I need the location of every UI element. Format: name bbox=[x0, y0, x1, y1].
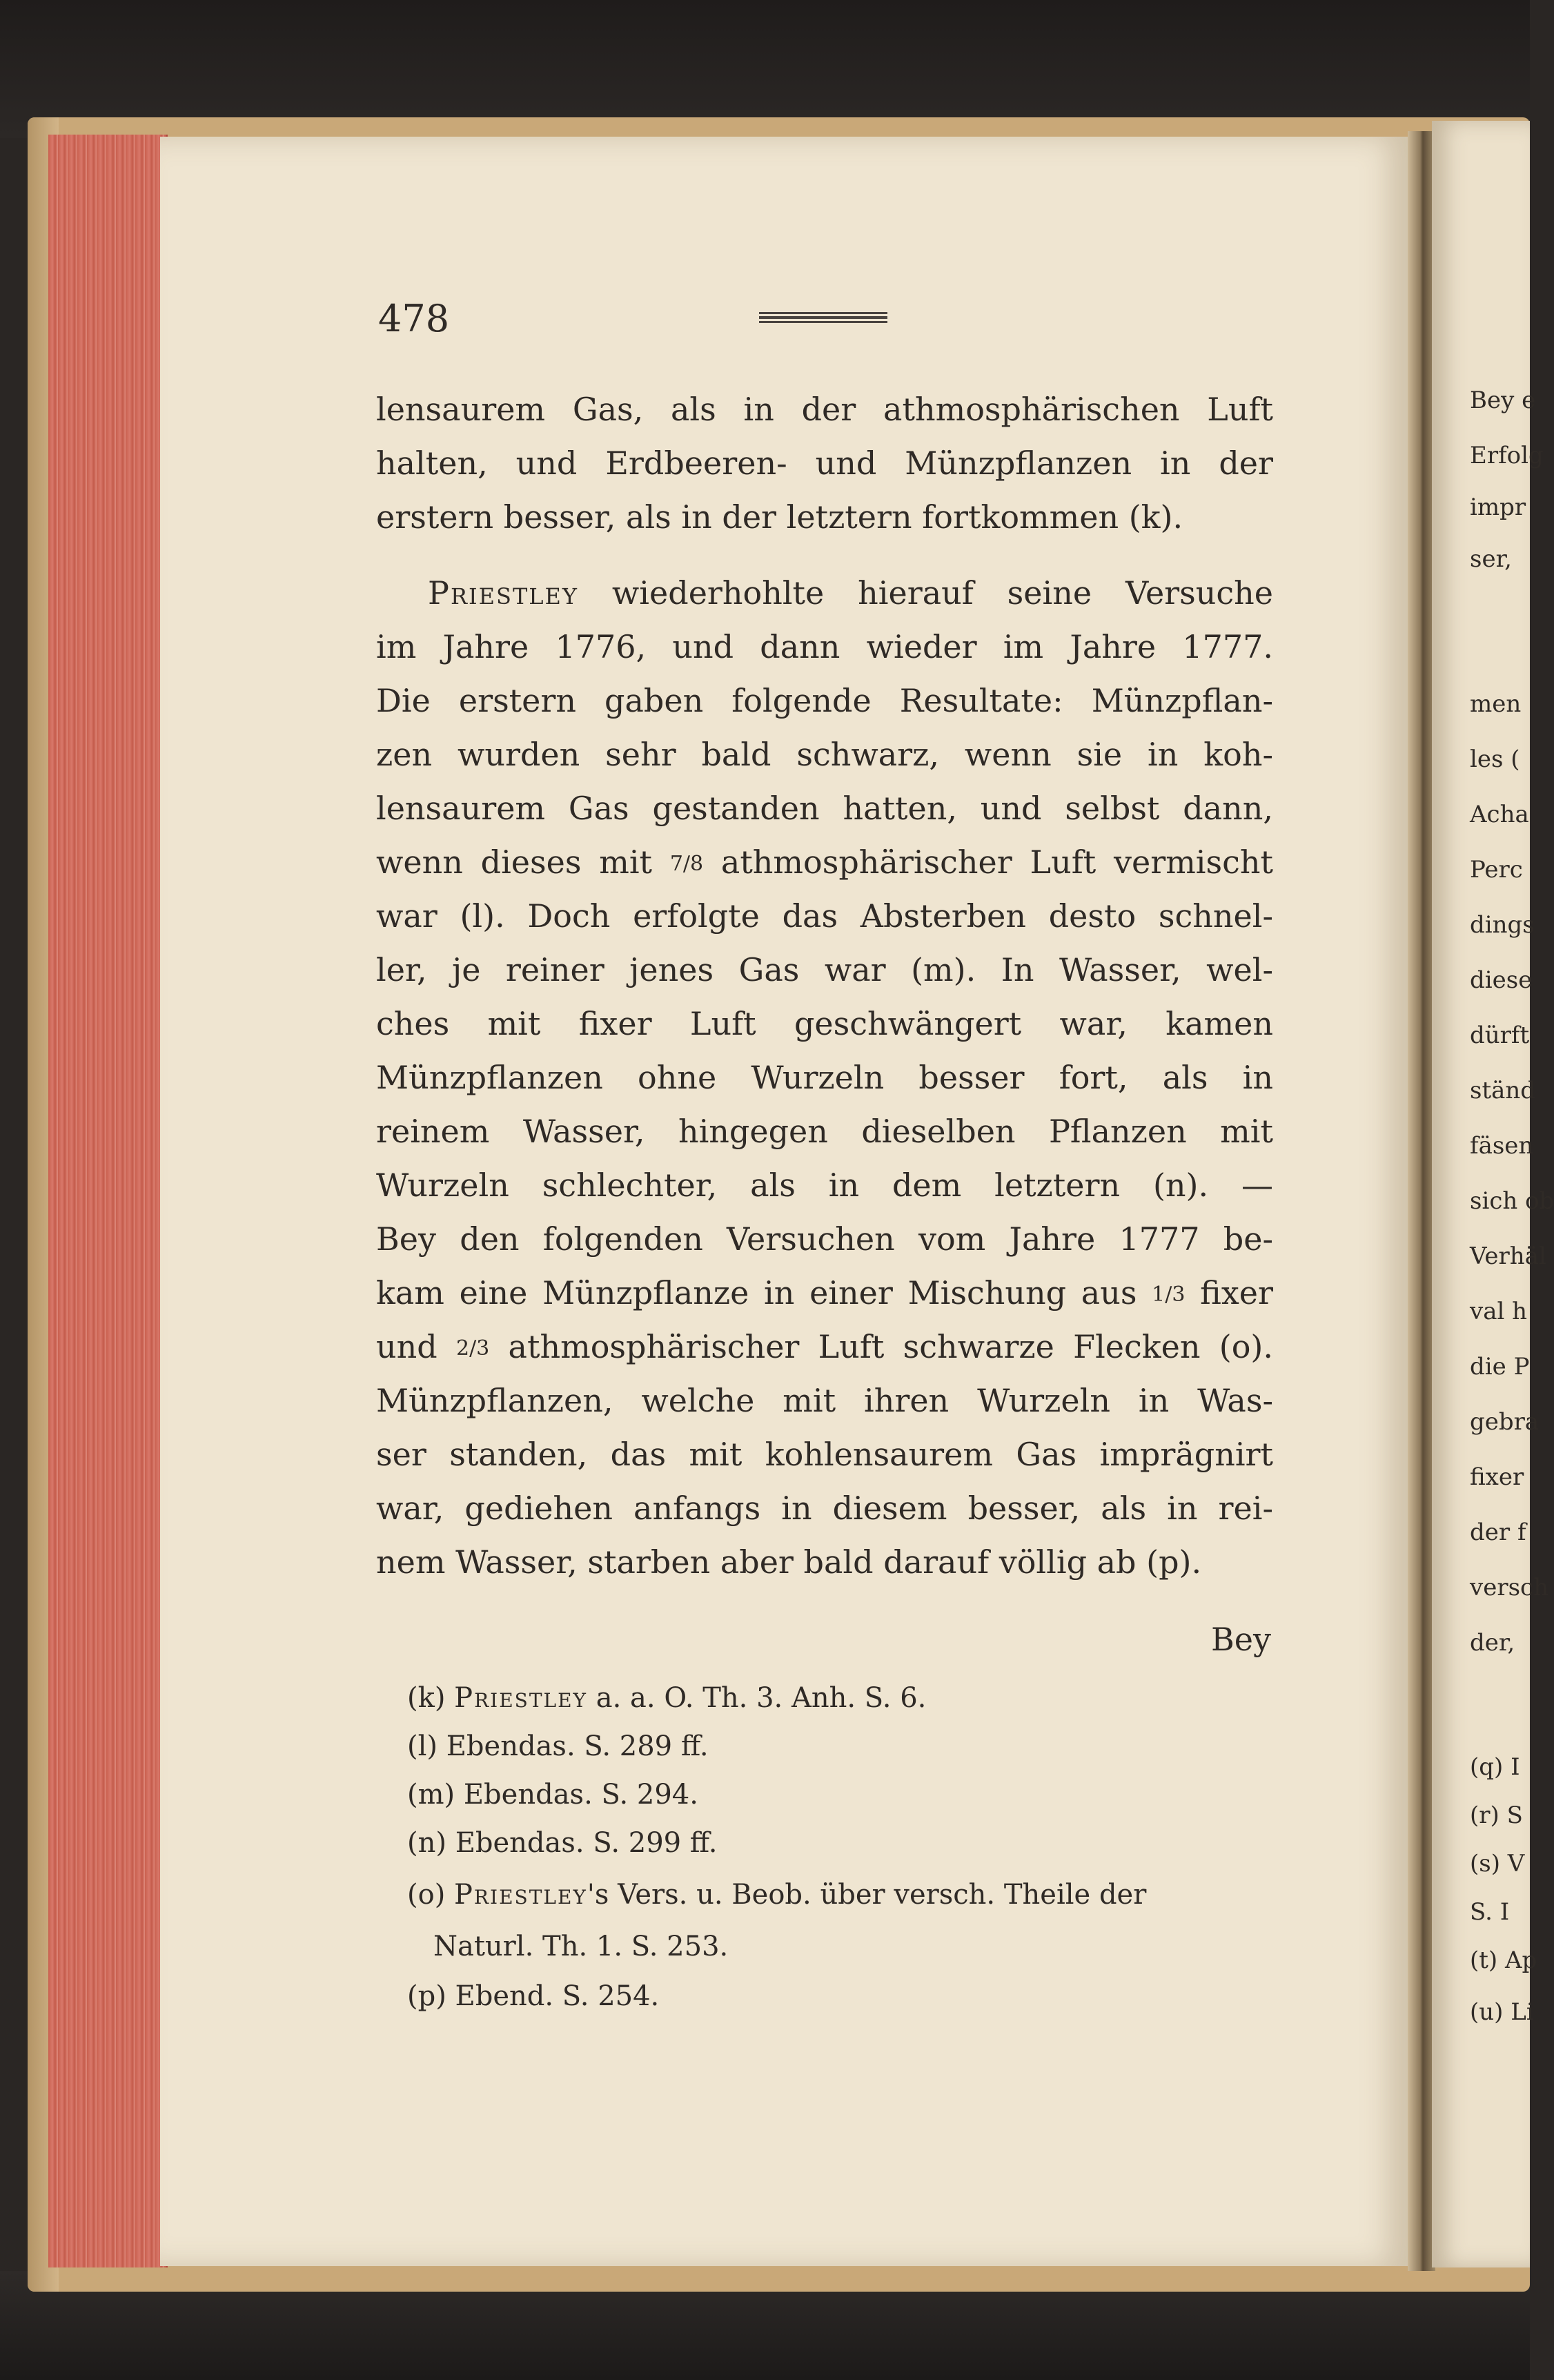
line-text: wiederhohlte hierauf seine Versuche bbox=[578, 574, 1273, 612]
right-page-fragment: (r) S bbox=[1470, 1802, 1523, 1829]
body-line: halten, und Erdbeeren- und Münzpflanzen in der bbox=[376, 445, 1273, 482]
body-line: reinem Wasser, hingegen dieselben Pflanzen mit bbox=[376, 1113, 1273, 1150]
body-line bbox=[428, 574, 1273, 612]
right-page-fragment: impr bbox=[1470, 494, 1526, 521]
body-line: Wurzeln schlechter, als in dem letztern (n). — bbox=[376, 1167, 1273, 1204]
author-name: Priestley bbox=[454, 1879, 587, 1911]
body-line: lensaurem Gas, als in der athmosphärischen Luft bbox=[376, 391, 1273, 428]
line-text: athmosphärischer Luft vermischt bbox=[703, 843, 1273, 881]
footnote-text: a. a. O. Th. 3. Anh. S. 6. bbox=[587, 1682, 927, 1714]
page-number: 478 bbox=[378, 297, 450, 340]
footnote-text: (n) Ebendas. S. 299 ff. bbox=[407, 1827, 718, 1859]
right-page-fragment: (t) Ap bbox=[1470, 1947, 1537, 1974]
right-page-fragment: (u) Li bbox=[1470, 1998, 1534, 2026]
line-text: und bbox=[376, 1328, 456, 1365]
right-page-fragment: ser, bbox=[1470, 545, 1512, 573]
line-text: fixer bbox=[1185, 1274, 1273, 1311]
right-page-fragment: sich ob bbox=[1470, 1187, 1554, 1215]
body-line: Bey den folgenden Versuchen vom Jahre 1777 be- bbox=[376, 1220, 1273, 1258]
right-page-fragment: Perc bbox=[1470, 856, 1523, 884]
body-line: ser standen, das mit kohlensaurem Gas imprägnirt bbox=[376, 1436, 1273, 1473]
right-page-fragment: Verhäl bbox=[1470, 1242, 1546, 1270]
right-page-fragment: men bbox=[1470, 690, 1522, 718]
line-text: athmosphärischer Luft schwarze Flecken (o). bbox=[489, 1328, 1273, 1365]
right-page-fragment: diese bbox=[1470, 966, 1533, 994]
right-page-fragment: die P bbox=[1470, 1353, 1530, 1381]
right-page-fragment: Bey e bbox=[1470, 387, 1536, 414]
footnote bbox=[407, 1684, 926, 1712]
fraction: 2/3 bbox=[455, 1336, 490, 1360]
body-line bbox=[376, 1328, 1273, 1365]
right-page-fragment: fäsen bbox=[1470, 1132, 1534, 1160]
body-line: Die erstern gaben folgende Resultate: Münzpflan- bbox=[376, 682, 1273, 719]
red-page-edges bbox=[48, 135, 168, 2267]
right-page-fragment: Erfolg bbox=[1470, 442, 1544, 469]
footnote-text: (o) bbox=[407, 1879, 455, 1911]
body-line: erstern besser, als in der letztern fortkommen (k). bbox=[376, 498, 1183, 536]
body-line bbox=[376, 843, 1273, 881]
right-page-fragment: der f bbox=[1470, 1519, 1526, 1546]
body-line: ches mit fixer Luft geschwängert war, kamen bbox=[376, 1005, 1273, 1042]
footnote bbox=[407, 1881, 1146, 1909]
footnote-text: (p) Ebend. S. 254. bbox=[407, 1980, 660, 2012]
right-page-fragment: der, bbox=[1470, 1629, 1515, 1657]
right-page-fragment: gebra bbox=[1470, 1408, 1540, 1436]
footnote bbox=[407, 1779, 698, 1811]
footnote-text: (l) Ebendas. S. 289 ff. bbox=[407, 1730, 709, 1762]
line-text: kam eine Münzpflanze in einer Mischung aus bbox=[376, 1274, 1152, 1311]
body-line: war (l). Doch erfolgte das Absterben desto schnel- bbox=[376, 897, 1273, 935]
fraction: 7/8 bbox=[669, 852, 704, 876]
footnote bbox=[433, 1933, 728, 1960]
body-line: war, gediehen anfangs in diesem besser, als in rei- bbox=[376, 1490, 1273, 1527]
footnote bbox=[407, 1829, 718, 1857]
author-name: Priestley bbox=[454, 1682, 588, 1714]
footnote-text: (m) Ebendas. S. 294. bbox=[407, 1779, 698, 1811]
body-line: im Jahre 1776, und dann wieder im Jahre 1777. bbox=[376, 628, 1273, 665]
right-page-fragment: ständ bbox=[1470, 1077, 1536, 1104]
right-page-fragment: versch bbox=[1470, 1574, 1548, 1601]
body-line: zen wurden sehr bald schwarz, wenn sie in koh- bbox=[376, 736, 1273, 773]
right-page-fragment: fixer bbox=[1470, 1463, 1524, 1491]
footnote-text: Naturl. Th. 1. S. 253. bbox=[433, 1931, 729, 1962]
line-text: wenn dieses mit bbox=[376, 843, 670, 881]
right-page-fragment: dürft bbox=[1470, 1022, 1530, 1049]
author-name: Priestley bbox=[428, 574, 579, 612]
body-line: Münzpflanzen ohne Wurzeln besser fort, als in bbox=[376, 1059, 1273, 1096]
right-page-fragment: les ( bbox=[1470, 745, 1520, 773]
fraction: 1/3 bbox=[1152, 1282, 1186, 1307]
right-page-fragment: dings bbox=[1470, 911, 1535, 939]
footnote bbox=[407, 1982, 659, 2010]
footnote bbox=[407, 1730, 709, 1762]
book-gutter bbox=[1408, 131, 1435, 2271]
body-line bbox=[376, 1274, 1273, 1311]
header-rule bbox=[759, 312, 887, 326]
right-page-fragment: val h bbox=[1470, 1298, 1528, 1325]
body-line: ler, je reiner jenes Gas war (m). In Wasser, wel- bbox=[376, 951, 1273, 988]
footnote-text: (k) bbox=[407, 1682, 455, 1714]
footnote-text: 's Vers. u. Beob. über versch. Theile der bbox=[587, 1879, 1147, 1911]
right-page-fragment: Acha bbox=[1470, 801, 1529, 828]
right-page-fragment: (s) V bbox=[1470, 1850, 1525, 1877]
right-page-fragment: S. I bbox=[1470, 1898, 1510, 1926]
catchword: Bey bbox=[1211, 1621, 1272, 1658]
body-line: lensaurem Gas gestanden hatten, und selbst dann, bbox=[376, 790, 1273, 827]
body-line: Münzpflanzen, welche mit ihren Wurzeln in Was- bbox=[376, 1382, 1273, 1419]
body-line: nem Wasser, starben aber bald darauf völlig ab (p). bbox=[376, 1543, 1202, 1581]
right-page-fragment: (q) I bbox=[1470, 1753, 1520, 1781]
